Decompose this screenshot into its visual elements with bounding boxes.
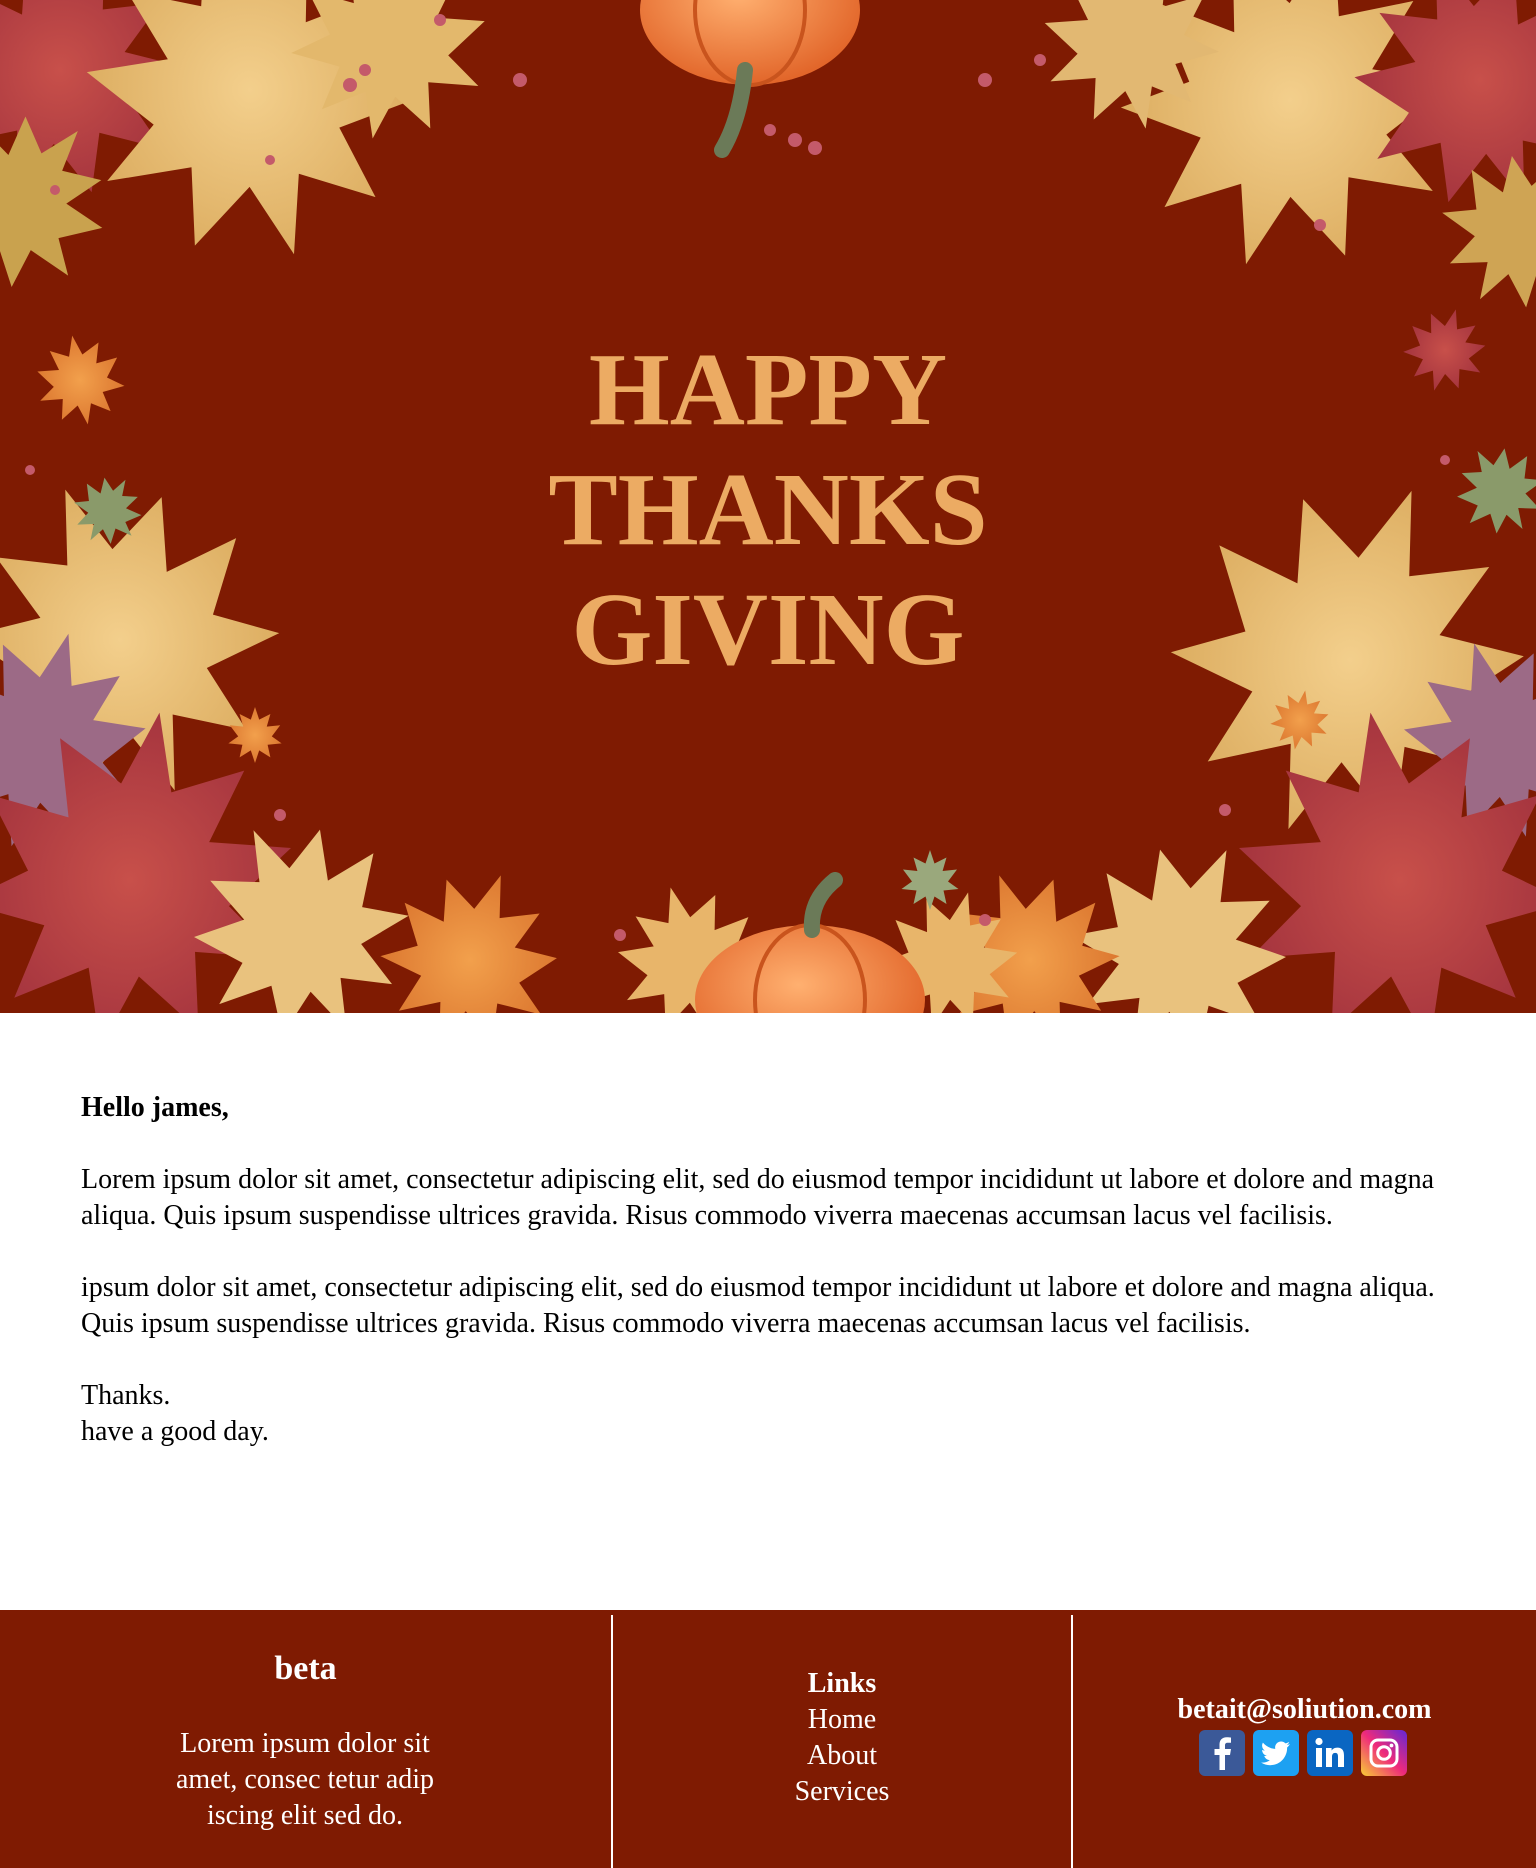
greeting: Hello james, xyxy=(81,1092,229,1123)
footer-brand-column xyxy=(0,1610,611,1868)
hero-title-line: HAPPY xyxy=(588,332,948,447)
twitter-icon[interactable] xyxy=(1253,1730,1299,1776)
pumpkin-icon xyxy=(640,0,860,150)
links-list xyxy=(613,1666,1071,1810)
email-body xyxy=(81,1090,1461,1450)
contact-email[interactable]: betait@soliution.com xyxy=(1177,1694,1432,1725)
footer xyxy=(0,1610,1536,1868)
footer-links-column xyxy=(613,1610,1071,1868)
signoff-line: have a good day. xyxy=(81,1416,269,1447)
body-paragraph: ipsum dolor sit amet, consectetur adipiscing elit, sed do eiusmod tempor incididunt ut labore et dolore and magna aliqua. Quis ipsum suspendisse ultrices gravida. Risus commodo viverra maecenas accumsan lacus vel facilisis. xyxy=(81,1272,1435,1339)
pumpkin-icon xyxy=(695,880,925,1013)
signoff xyxy=(81,1378,1461,1450)
signoff-line: Thanks. xyxy=(81,1380,171,1411)
link-home[interactable]: Home xyxy=(807,1704,877,1735)
link-services[interactable]: Services xyxy=(794,1776,890,1807)
hero-title-line: GIVING xyxy=(571,572,965,687)
links-title: Links xyxy=(807,1668,877,1699)
social-icons xyxy=(1199,1730,1407,1776)
brand-description: Lorem ipsum dolor sit amet, consec tetur adip iscing elit sed do. xyxy=(175,1728,435,1831)
hero-title xyxy=(0,330,1536,690)
hero-title-line: THANKS xyxy=(548,452,988,567)
link-about[interactable]: About xyxy=(807,1740,877,1771)
brand-name: beta xyxy=(274,1650,337,1687)
body-paragraph: Lorem ipsum dolor sit amet, consectetur adipiscing elit, sed do eiusmod tempor incididunt ut labore et dolore and magna aliqua. Quis ipsum suspendisse ultrices gravida. Risus commodo viverra maecenas accumsan lacus vel facilisis. xyxy=(81,1164,1435,1231)
instagram-icon[interactable] xyxy=(1361,1730,1407,1776)
facebook-icon[interactable] xyxy=(1199,1730,1245,1776)
footer-contact-column xyxy=(1073,1610,1536,1868)
linkedin-icon[interactable] xyxy=(1307,1730,1353,1776)
